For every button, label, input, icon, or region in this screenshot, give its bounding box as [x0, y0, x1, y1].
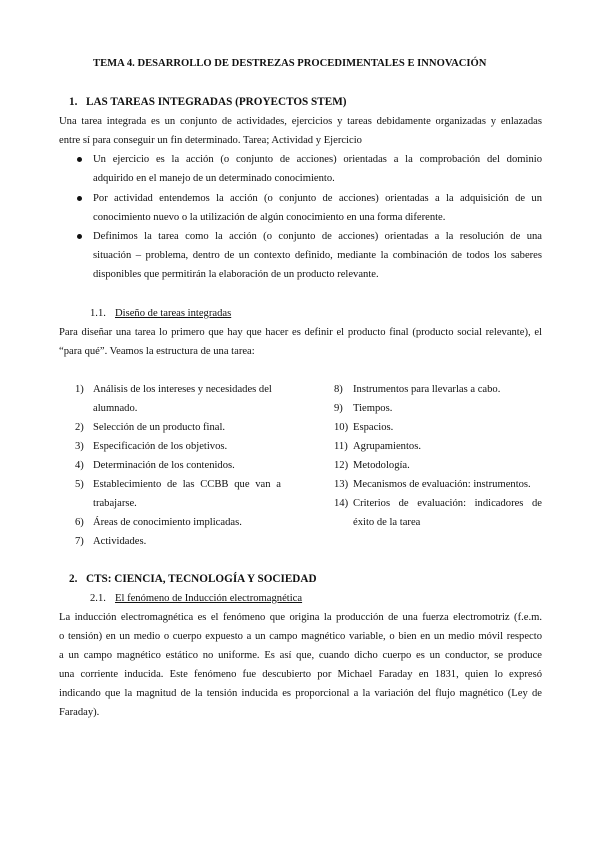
subsection-1-1-number: 1.1. [90, 308, 106, 319]
section-1-intro-line: Una tarea integrada es un conjunto de actividades, ejercicios y tareas debidamente organizadas y enlazadas [59, 116, 542, 127]
list-item-number: 1) [75, 384, 84, 395]
list-item-text: Instrumentos para llevarlas a cabo. [353, 384, 501, 395]
list-item-number: 11) [334, 441, 348, 452]
bullet-line: disponibles que permitirán la elaboración de un producto relevante. [93, 269, 379, 280]
subsection-1-1-text-line: Para diseñar una tarea lo primero que hay que hacer es definir el producto final (producto social relevante), el [59, 327, 542, 338]
list-item-number: 6) [75, 517, 84, 528]
list-item-text: Establecimiento de las CCBB que van a [93, 479, 281, 490]
list-item-number: 3) [75, 441, 84, 452]
list-item-number: 5) [75, 479, 84, 490]
list-item-text: Criterios de evaluación: indicadores de [353, 498, 542, 509]
bullet-line: Definimos la tarea como la acción (o conjunto de acciones) orientadas a la resolución de una [93, 231, 542, 242]
section-2-number: 2. [69, 573, 78, 585]
section-2-heading: CTS: CIENCIA, TECNOLOGÍA Y SOCIEDAD [86, 573, 317, 585]
list-item-text: Espacios. [353, 422, 394, 433]
bullet-line: Un ejercicio es la acción (o conjunto de acciones) orientadas a la comprobación del dominio [93, 154, 542, 165]
list-item-text: Metodología. [353, 460, 410, 471]
list-item-number: 10) [334, 422, 349, 433]
list-item-number: 12) [334, 460, 349, 471]
list-item-text: éxito de la tarea [353, 517, 421, 528]
section-1-heading: LAS TAREAS INTEGRADAS (PROYECTOS STEM) [86, 96, 347, 108]
list-item-text: Especificación de los objetivos. [93, 441, 228, 452]
paragraph-line: una corriente inducida. Este fenómeno fue descubierto por Michael Faraday en 1831, quien lo expresó [59, 669, 542, 680]
paragraph-line: Faraday). [59, 707, 100, 718]
list-item-number: 4) [75, 460, 84, 471]
list-item-text: Agrupamientos. [353, 441, 421, 452]
list-item-text: Análisis de los intereses y necesidades del [93, 384, 272, 395]
bullet-dot [77, 196, 82, 201]
paragraph-line: a un campo magnético estático no uniforme. Es así que, cuando dicho cuerpo es un conductor, se produce [59, 650, 542, 661]
paragraph-line: indicando que la magnitud de la tensión inducida es proporcional a la variación del flujo magnético (Ley de [59, 688, 542, 699]
subsection-2-1-heading: El fenómeno de Inducción electromagnética [115, 593, 303, 604]
bullet-line: Por actividad entendemos la acción (o conjunto de acciones) orientadas a la adquisición de un [93, 193, 542, 204]
list-item-text: Determinación de los contenidos. [93, 460, 235, 471]
section-1-intro-line: entre sí para conseguir un fin determinado. Tarea; Actividad y Ejercicio [59, 135, 362, 146]
paragraph-line: o tensión) en un medio o cuerpo expuesto a un campo magnético variable, o bien en un medio móvil respecto [59, 631, 542, 642]
subsection-2-1-number: 2.1. [90, 593, 106, 604]
list-item-number: 7) [75, 536, 84, 547]
list-item-number: 2) [75, 422, 84, 433]
list-item-text: Actividades. [93, 536, 147, 547]
list-item-text: trabajarse. [93, 498, 137, 509]
list-item-text: Tiempos. [353, 403, 393, 414]
list-item-number: 9) [334, 403, 343, 414]
bullet-line: situación – problema, dentro de un contexto definido, mediante la combinación de todos los saberes [93, 250, 542, 261]
bullet-line: adquirido en el manejo de un determinado conocimiento. [93, 173, 335, 184]
section-1-number: 1. [69, 96, 78, 108]
bullet-dot [77, 157, 82, 162]
list-item-number: 14) [334, 498, 349, 509]
list-item-number: 13) [334, 479, 349, 490]
list-item-text: Áreas de conocimiento implicadas. [93, 517, 242, 528]
list-item-text: Selección de un producto final. [93, 422, 226, 433]
paragraph-line: La inducción electromagnética es el fenómeno que origina la producción de una fuerza electromotriz (f.e.m. [59, 612, 542, 623]
list-item-number: 8) [334, 384, 343, 395]
list-item-text: Mecanismos de evaluación: instrumentos. [353, 479, 531, 490]
subsection-1-1-text-line: “para qué”. Veamos la estructura de una tarea: [59, 346, 255, 357]
list-item-text: alumnado. [93, 403, 138, 414]
bullet-dot [77, 234, 82, 239]
subsection-1-1-heading: Diseño de tareas integradas [115, 308, 232, 319]
document-title: TEMA 4. DESARROLLO DE DESTREZAS PROCEDIMENTALES E INNOVACIÓN [93, 58, 487, 69]
bullet-line: conocimiento nuevo o la utilización de algún conocimiento en una forma diferente. [93, 212, 446, 223]
